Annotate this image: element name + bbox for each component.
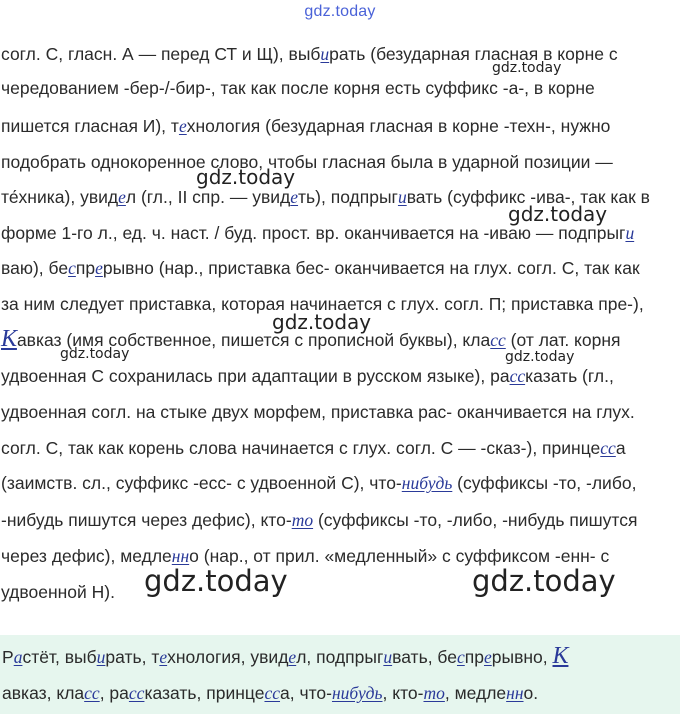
text-line-12 bbox=[1, 436, 626, 460]
answer-line-1 bbox=[2, 645, 568, 669]
highlighted-letter: е bbox=[178, 116, 187, 136]
text-line-6 bbox=[1, 221, 634, 245]
text-fragment: ваю), бе bbox=[1, 258, 69, 278]
highlighted-letter: а bbox=[13, 647, 23, 667]
text-line-2: чередованием -бер-/-бир-, так как после корня есть суффикс -а-, в корне bbox=[1, 78, 595, 98]
highlighted-letter: то bbox=[423, 683, 445, 703]
header-watermark: gdz.today bbox=[304, 3, 376, 20]
highlighted-letter: е bbox=[483, 647, 492, 667]
text-line-10 bbox=[1, 364, 614, 388]
watermark: gdz.today bbox=[508, 202, 608, 226]
highlighted-letter: с bbox=[68, 258, 76, 278]
text-fragment: , ра bbox=[99, 683, 129, 703]
text-fragment: о. bbox=[523, 683, 539, 703]
text-fragment: стёт, выб bbox=[22, 647, 97, 667]
highlighted-letter: сс bbox=[509, 366, 526, 386]
text-fragment: казать, принце bbox=[144, 683, 265, 703]
text-fragment: (от лат. корня bbox=[505, 330, 621, 350]
highlighted-letter: и bbox=[625, 223, 635, 243]
text-line-7 bbox=[1, 256, 640, 280]
highlighted-letter: и bbox=[320, 44, 330, 64]
text-fragment: те́хника), увид bbox=[1, 187, 119, 207]
highlighted-letter: е bbox=[290, 187, 299, 207]
watermark: gdz.today bbox=[144, 564, 288, 598]
highlighted-letter: и bbox=[96, 647, 106, 667]
highlighted-letter: нибудь bbox=[401, 473, 453, 493]
text-fragment: , кто- bbox=[382, 683, 424, 703]
highlighted-letter: нибудь bbox=[331, 683, 383, 703]
text-fragment: вать (суффикс -ива-, так как в bbox=[406, 187, 650, 207]
text-fragment: казать (гл., bbox=[525, 366, 614, 386]
text-fragment: (заимств. сл., суффикс -есс- с удвоенной С), что- bbox=[1, 473, 402, 493]
text-fragment: хнология (безударная гласная в корне -техн-, нужно bbox=[186, 116, 611, 136]
text-line-5 bbox=[1, 185, 650, 209]
watermark: gdz.today bbox=[492, 60, 562, 76]
text-line-11: удвоенная согл. на стыке двух морфем, приставка рас- оканчивается на глух. bbox=[1, 402, 635, 422]
text-fragment: согл. С, так как корень слова начинается с глух. согл. С — -сказ-), принце bbox=[1, 438, 601, 458]
watermark: gdz.today bbox=[505, 349, 575, 365]
text-fragment: (суффиксы -то, -либо, bbox=[452, 473, 637, 493]
text-line-8: за ним следует приставка, которая начинается с глух. согл. П; приставка пре-), bbox=[1, 294, 644, 314]
text-fragment: рать (безударная гласная в корне с bbox=[329, 44, 618, 64]
text-fragment: хнология, увид bbox=[167, 647, 289, 667]
highlighted-letter: К bbox=[1, 326, 17, 352]
highlighted-letter: и bbox=[383, 647, 393, 667]
text-fragment: -нибудь пишутся через дефис), кто- bbox=[1, 510, 292, 530]
text-line-15 bbox=[1, 544, 609, 568]
text-line-13 bbox=[1, 471, 636, 495]
text-fragment: о (нар., от прил. «медленный» с суффиксом -енн- с bbox=[189, 546, 610, 566]
watermark: gdz.today bbox=[196, 165, 296, 189]
text-fragment: а bbox=[615, 438, 626, 458]
highlighted-letter: е bbox=[118, 187, 126, 207]
text-fragment: л, подпрыг bbox=[296, 647, 384, 667]
highlighted-letter: е bbox=[159, 647, 168, 667]
text-fragment: , медле bbox=[444, 683, 507, 703]
highlighted-letter: сс bbox=[264, 683, 281, 703]
highlighted-letter: е bbox=[288, 647, 297, 667]
highlighted-letter: сс bbox=[128, 683, 145, 703]
text-fragment: пр bbox=[75, 258, 96, 278]
text-fragment: а, что- bbox=[280, 683, 332, 703]
highlighted-letter: е bbox=[95, 258, 103, 278]
text-fragment: авказ, кла bbox=[2, 683, 85, 703]
highlighted-letter: с bbox=[456, 647, 465, 667]
text-fragment: л (гл., II спр. — увид bbox=[125, 187, 291, 207]
text-fragment: ть), подпрыг bbox=[298, 187, 398, 207]
answer-box bbox=[0, 635, 680, 714]
highlighted-letter: то bbox=[291, 510, 314, 530]
text-fragment: (суффиксы -то, -либо, -нибудь пишутся bbox=[313, 510, 638, 530]
highlighted-letter: сс bbox=[84, 683, 100, 703]
text-fragment: через дефис), медле bbox=[1, 546, 172, 566]
text-line-9 bbox=[1, 328, 621, 352]
text-fragment: пр bbox=[464, 647, 484, 667]
highlighted-letter: и bbox=[397, 187, 407, 207]
text-line-1 bbox=[1, 42, 618, 66]
text-line-4: подобрать однокоренное слово, чтобы гласная была в ударной позиции — bbox=[1, 152, 613, 172]
text-fragment: Р bbox=[2, 647, 14, 667]
text-fragment: пишется гласная И), т bbox=[1, 116, 179, 136]
text-fragment: вать, бе bbox=[392, 647, 457, 667]
text-line-16: удвоенной Н). bbox=[1, 582, 115, 602]
text-fragment: рывно (нар., приставка бес- оканчивается на глух. согл. С, так как bbox=[102, 258, 640, 278]
highlighted-letter: сс bbox=[490, 330, 506, 350]
watermark: gdz.today bbox=[60, 346, 130, 362]
highlighted-letter: сс bbox=[600, 438, 616, 458]
watermark: gdz.today bbox=[272, 310, 372, 334]
text-fragment: согл. С, гласн. А — перед СТ и Щ), выб bbox=[1, 44, 321, 64]
highlighted-letter: нн bbox=[506, 683, 524, 703]
highlighted-letter: нн bbox=[171, 546, 190, 566]
text-fragment: рывно, bbox=[491, 647, 553, 667]
text-fragment: форме 1-го л., ед. ч. наст. / буд. прост. вр. оканчивается на -иваю — подпрыг bbox=[1, 223, 626, 243]
text-line-14 bbox=[1, 508, 637, 532]
text-fragment: удвоенная С сохранилась при адаптации в русском языке), ра bbox=[1, 366, 510, 386]
text-line-3 bbox=[1, 114, 610, 138]
text-fragment: авказ (имя собственное, пишется с прописной буквы), кла bbox=[16, 330, 491, 350]
answer-line-2 bbox=[2, 681, 538, 705]
highlighted-letter: К bbox=[552, 643, 569, 669]
watermark: gdz.today bbox=[472, 564, 616, 598]
text-fragment: рать, т bbox=[105, 647, 160, 667]
